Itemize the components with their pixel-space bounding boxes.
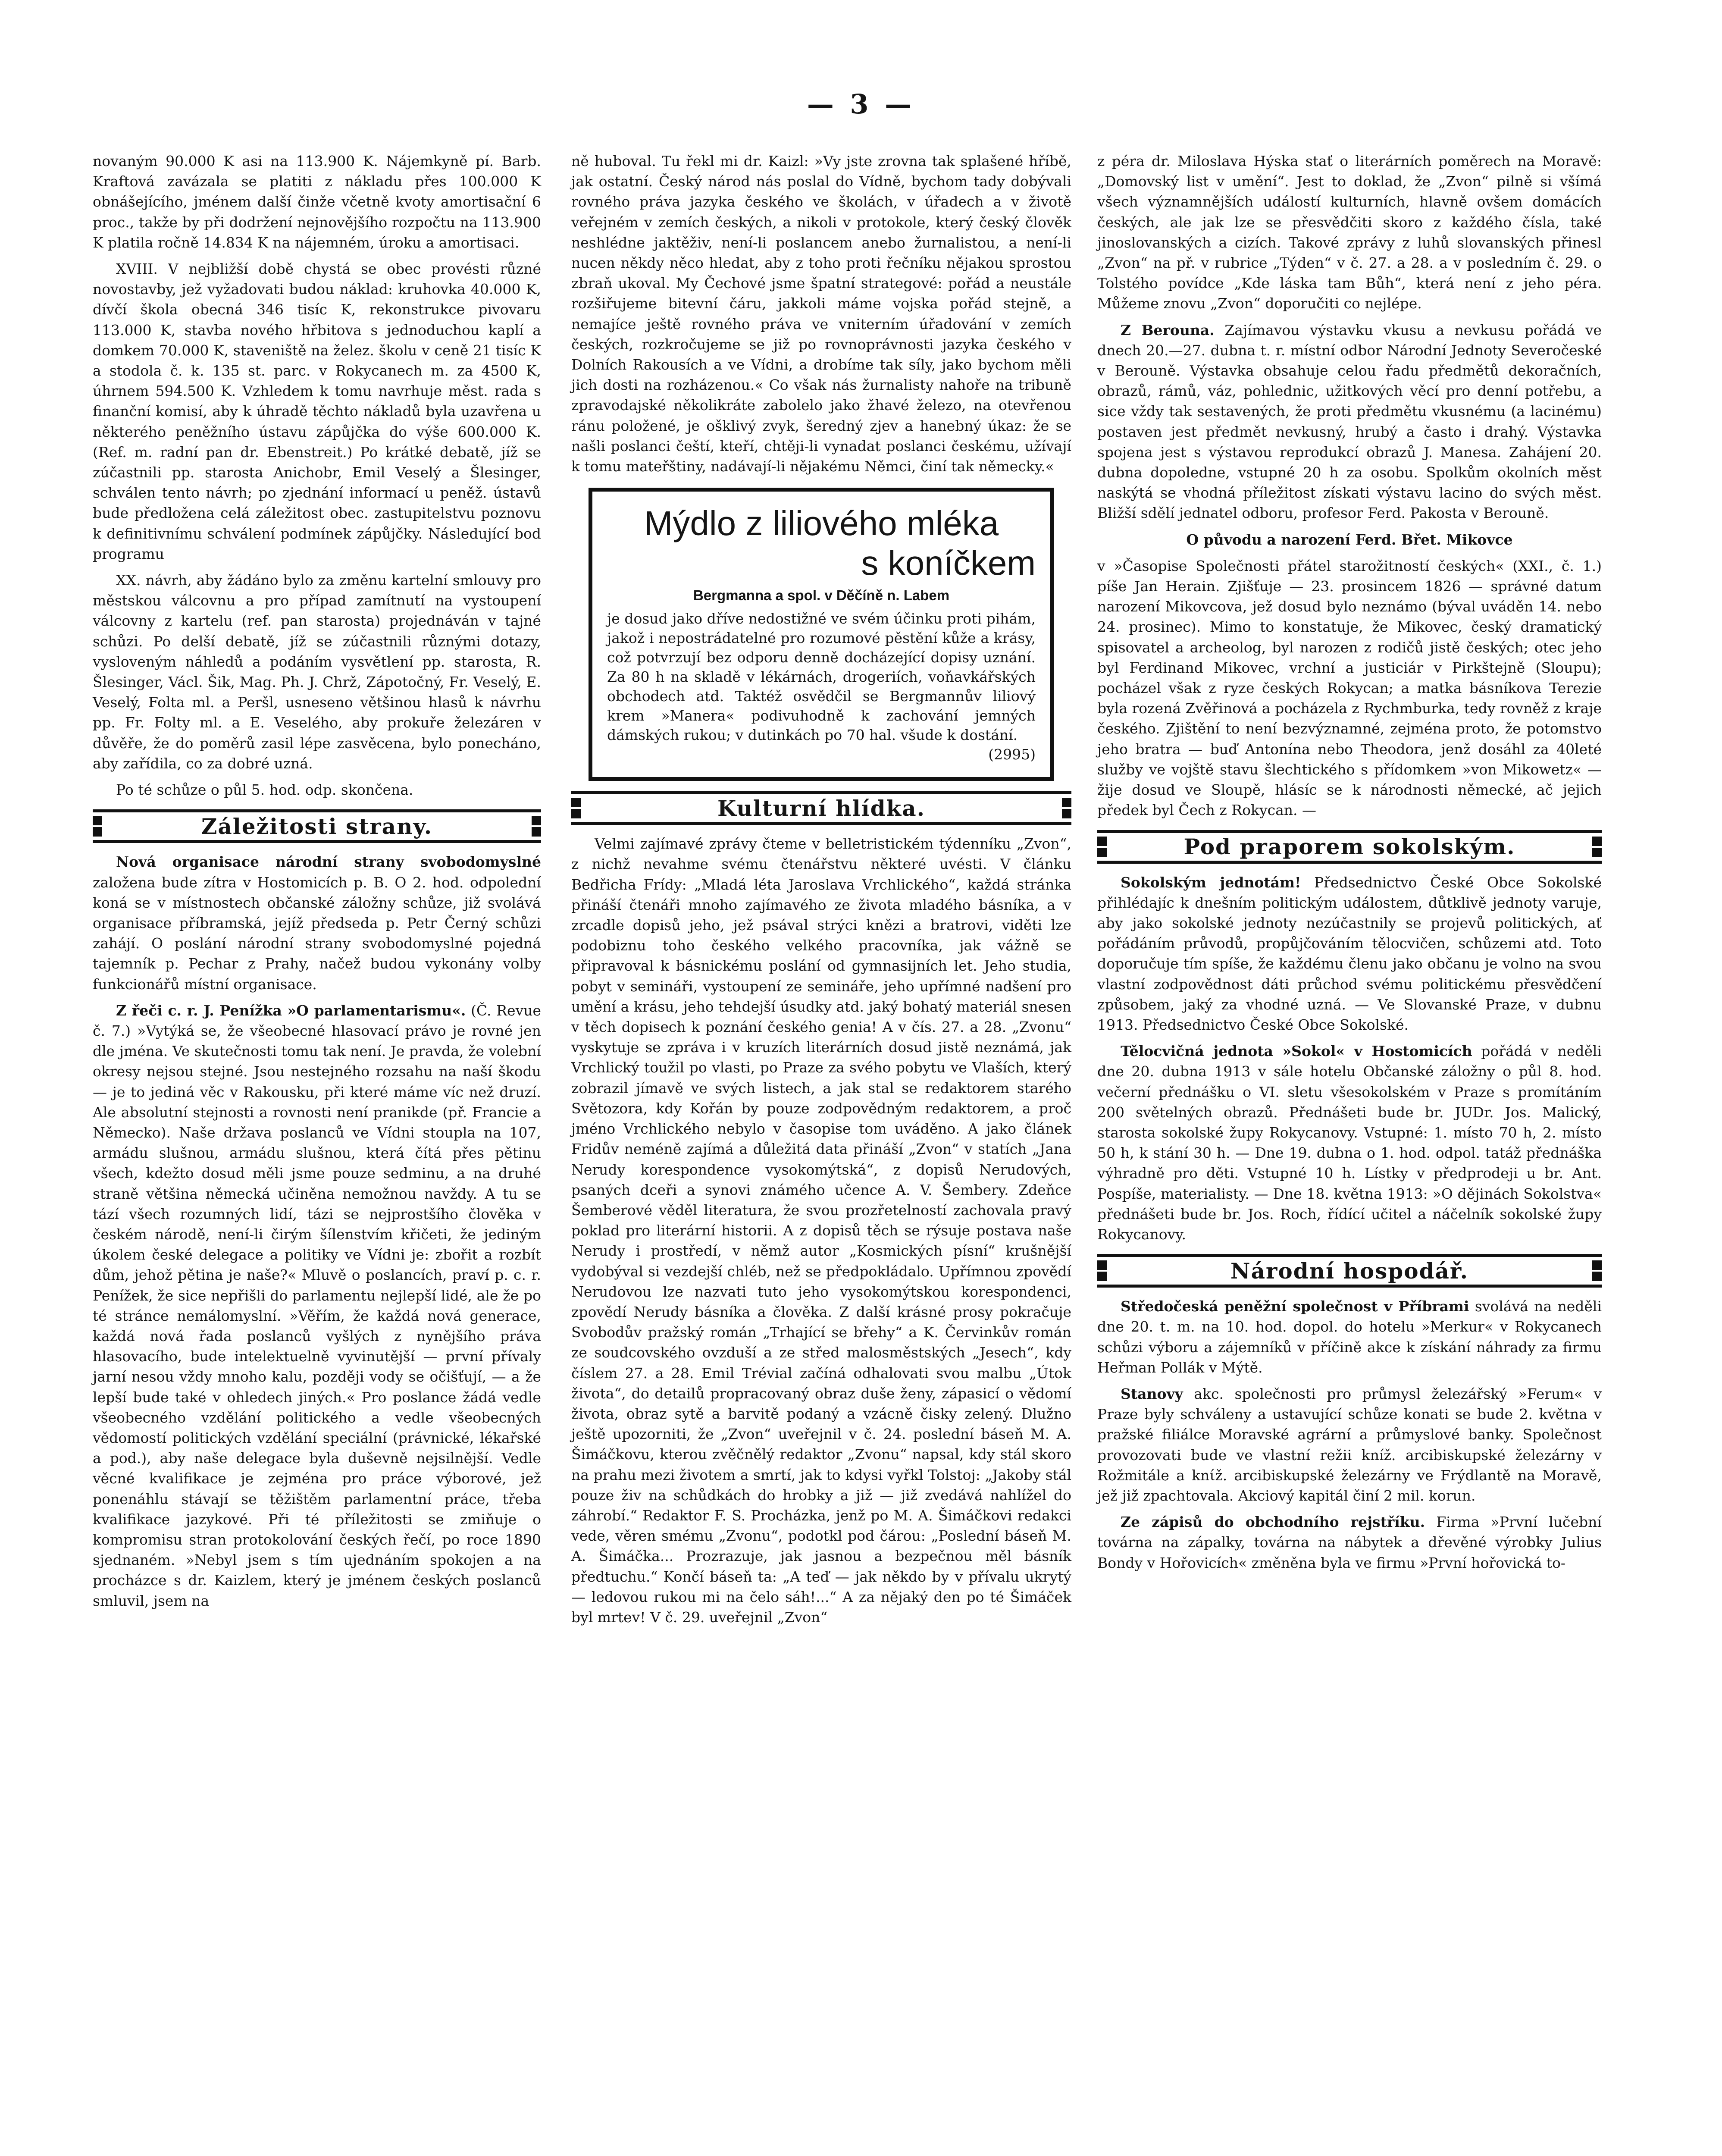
section-title: Pod praporem sokolským. bbox=[1183, 834, 1515, 859]
article-lead: Středočeská peněžní společnost v Příbrami bbox=[1121, 1298, 1469, 1315]
article-lead: Nová organisace národní strany svobodomyslné bbox=[116, 853, 541, 871]
section-title: Kulturní hlídka. bbox=[717, 795, 925, 821]
article-paragraph-xviii: XVIII. V nejbližší době chystá se obec provésti různé novostavby, jež vyžadovati budou náklad: kruhovka 40.000 K, dívčí škola obecná 346 tisíc K, rekonstrukce pivovaru 113.000 K, stavba nového hřbitova s jednoduchou kaplí a domkem 70.000 K, staveniště na želez. školu v ceně 21 tisíc K a stodola č. k. 135 st. parc. v Rokycanech m. za 4500 K, úhrnem 594.500 K. Vzhledem k tomu navrhuje měst. rada s finanční komisí, aby k úhradě těchto nákladů byla uzavřena u některého peněžního ústavu zápůjčka do výše 600.000 K. (Ref. m. radní pan dr. Ebenstreit.) Po krátké debatě, jíž se zúčastnili pp. starosta Anichobr, Emil Veselý a Šlesinger, schválen tento návrh; po zjednání informací u peněž. ústavů bude předložena celá záležitost obec. zastupitelstvu poznovu k definitivnímu schválení podmínek zápůjčky. Následující bod programu bbox=[93, 260, 541, 562]
article-sokol-units bbox=[1097, 872, 1602, 1035]
section-title: Národní hospodář. bbox=[1230, 1258, 1469, 1284]
article-lead: Sokolským jednotám! bbox=[1121, 874, 1301, 891]
article-sokol-hostomice bbox=[1097, 1041, 1602, 1244]
section-header-sokol bbox=[1097, 830, 1602, 864]
article-body: pořádá v neděli dne 20. dubna 1913 v sále hotelu Občanské záložny o půl 8. hod. večerní přednášku o VI. sletu všesokolském v Praze s promítáním 200 světelných obrazů. Přednášeti bude br. JUDr. Jos. Malický, starosta sokolské župy Rokycanovy. Vstupné: 1. místo 70 h, 2. místo 50 h, k stání 30 h. — Dne 19. dubna o 1. hod. odpol. tatáž přednáška výhradně pro děti. Vstupné 10 h. Lístky v předprodeji u br. Ant. Pospíše, materialisty. — Dne 18. května 1913: »O dějinách Sokolstva« přednášeti bude br. Jos. Roch, řídící učitel a náčelník sokolské župy Rokycanovy. bbox=[1097, 1043, 1602, 1243]
article-body: založena bude zítra v Hostomicích p. B. O 2. hod. odpolední koná se v místnostech občanské záložny schůze, již svolává organisace příbramská, jejíž předseda p. Petr Černý schůzi zahájí. O poslání národní strany svobodomyslné pojedná tajemník p. Pechar z Prahy, načež budou vykonány volby funkcionářů místní organisace. bbox=[93, 874, 541, 993]
advertisement-soap bbox=[589, 488, 1054, 781]
article-lead: Z Berouna. bbox=[1121, 321, 1215, 338]
section-header-culture bbox=[571, 791, 1071, 825]
article-paragraph-xx: XX. návrh, aby žádáno bylo za změnu kartelní smlouvy pro městskou válcovnu a pro případ zamítnutí na vystoupení válcovny z kartelu (ref. pan starosta) projednáván v tajné schůzi. Po delší debatě, jíž se zúčastnili různými dotazy, vysloveným náhledů a podáním vysvětlení pp. starosta, R. Šlesinger, Václ. Šik, Mag. Ph. J. Chrž, Zápotočný, Fr. Veselý, E. Veselý, Folta ml. a Peršl, usneseno většinou hlasů k návrhu pp. Fr. Folty ml. a E. Veselého, aby prokuře železáren v důvěře, že do poměrů zasil lépe zasvěcena, bylo ponecháno, aby zařídila, co za dobré uzná. bbox=[93, 572, 541, 772]
article-lead: Ze zápisů do obchodního rejstříku. bbox=[1121, 1514, 1425, 1531]
article-lead: Tělocvičná jednota »Sokol« v Hostomicích bbox=[1121, 1043, 1472, 1060]
article-continued-text: z péra dr. Miloslava Hýska stať o literárních poměrech na Moravě: „Domovský list v umění“. Jest to doklad, že „Zvon“ pilně si všímá všech významnějších událostí kulturních, hlavně ovšem domácích českých, ale jak lze se přesvědčiti skoro z každého čísla, také jinoslovanských a cizích. Takové zprávy z luhů slovanských přinesl „Zvon“ na př. v rubrice „Týden“ v č. 27. a 28. a v posledním č. 29. o Tolstého povídce „Kde láska tam Bůh“, která není z jeho péra. Můžeme znovu „Zvon“ doporučiti co nejlépe. bbox=[1097, 153, 1602, 312]
article-body: (Č. Revue č. 7.) »Vytýká se, že všeobecné hlasovací právo je rovné jen dle jména. Ve skutečnosti tomu tak není. Je pravda, že volební okresy nejsou stejné. Jsou nestejného rozsahu na naší škodu — je to jediná věc v Rakousku, při které máme víc než druzí. Ale absolutní stejnosti a rovnosti není pranikde (př. Francie a Německo). Naše država poslanců ve Vídni stoupla na 107, armádu slušnou, armádu slušnou, která čítá přes pětinu všech, kdežto dosud měli jsme pouze sedminu, a na druhé straně většina německá učiněna nemožnou navždy. A tu se tází všech rozumných lidí, tázi se nejprostšího člověka v českém národě, není-li čirým šílenstvím křičeti, že jediným úkolem české delegace a politiky ve Vídni je: zbořit a rozbít dům, jehož pětina je naše?« Mluvě o poslancích, praví p. c. r. Penížek, že sice nepřišli do parlamentu nejlepší lidé, ale že po té stránce nemálomyslní. »Věřím, že každá nová generace, každá nová řada poslanců vyšlých z nynějšího práva hlasovacího, bude intelektuelně vyvinutější — první přívaly jarní nesou vždy mnoho kalu, později vody se očišťují, — a že lepší bude také v ohledech jiných.« Pro poslance žádá vedle všeobecného vzdělání politického a vedle všeobecných vědomostí politických vzdělání speciální (právnické, lékařské a pod.), aby naše delegace byla duševně nejsilnější. Vedle věcné kvalifikace je zejména pro práce výborové, jež ponenáhlu stávají se těžištěm parlamentní práce, třeba kvalifikace jazykové. Při té příležitosti se zmiňuje o kompromisu stran protokolování českých řečí, po roce 1890 sjednaném. »Nebyl jsem s tím ujednáním spokojen a na procházce s dr. Kaizlem, který je jménem českých poslanců smluvil, jsem na bbox=[93, 1002, 542, 1609]
article-pribram-society bbox=[1097, 1296, 1602, 1378]
article-body: Firma »První lučební továrna na zápalky, továrna na nábytek a dřevěné výrobky Julius Bondy v Hořovicích« změněna byla ve firmu »První hořovická to- bbox=[1097, 1514, 1602, 1571]
ad-body: je dosud jako dříve nedostižné ve svém účinku proti pihám, jakož i nepostrádatelné pro rozumové pěstění kůže a krásy, což potvrzují bez odporu denně docházející dopisy uznání. Za 80 h na skladě v lékárnách, drogeriích, voňavkářských obchodech atd. Taktéž osvědčil se Bergmannův liliový krem »Manera« podivuhodně k zachování jemných dámských rukou; v dutinkách po 70 hal. všude k dostání. bbox=[607, 610, 1036, 744]
article-lead: Stanovy bbox=[1121, 1385, 1183, 1402]
article-body: svolává na neděli dne 20. t. m. na 10. hod. dopol. do hotelu »Merkur« v Rokycanech schůzi výboru a zájemníků v příčině akce k získání náhrady za firmu Heřman Pollák v Mýtě. bbox=[1097, 1298, 1602, 1376]
ad-title: Mýdlo z liliového mléka bbox=[644, 504, 999, 543]
column-right bbox=[1097, 151, 1602, 1579]
column-middle bbox=[571, 151, 1071, 1633]
article-lead: Z řeči c. r. J. Penížka »O parlamentarismu«. bbox=[116, 1002, 466, 1019]
section-header-economy bbox=[1097, 1254, 1602, 1288]
page-number: — 3 — bbox=[807, 88, 915, 120]
article-closing-line: Po té schůze o půl 5. hod. odp. skončena. bbox=[116, 781, 413, 799]
article-continued-text: novaným 90.000 K asi na 113.900 K. Nájemkyně pí. Barb. Kraftová zavázala se platiti z nákladu přes 100.000 K obnášejícího, jménem další činže včetně kvoty amortisační 6 proc., takže by při dodržení nejnovějšího rozpočtu na 113.900 K platila ročně 14.834 K na nájemném, úroku a amortisaci. bbox=[93, 153, 541, 251]
column-left bbox=[93, 151, 541, 1617]
article-body: akc. společnosti pro průmysl železářský »Ferum« v Praze byly schváleny a ustavující schůze konati se bude 2. května v pražské filiálce Moravské agrární a průmyslové banky. Společnost provozovati bude ve vlastní režii kníž. arcibiskupské železárny v Rožmitále a knίž. arcibiskupské železárny ve Frýdlantě na Moravě, jež již zpachtovala. Akciový kapitál činí 2 mil. korun. bbox=[1097, 1385, 1602, 1504]
ad-maker: Bergmanna a spol. v Děčíně n. Labem bbox=[693, 587, 950, 604]
article-penizek-speech bbox=[93, 1000, 541, 1611]
ad-subtitle: s koníčkem bbox=[861, 544, 1036, 583]
article-beroun bbox=[1097, 320, 1602, 523]
article-body: Předsednictvo České Obce Sokolské přihlédajíc k dnešním politickým událostem, důtklivě jednoty varuje, aby jako sokolské jednoty nezúčastnily se projevů politických, ať pořádáním průvodů, propůjčováním tělocvičen, schůzemi atd. Toto doporučuje tím spíše, že každému členu jako občanu je volno na svou vlastní zodpovědnost dáti průchod svému politickému přesvědčení způsobem, jaký za vhodné uzná. — Ve Slovanské Praze, v dubnu 1913. Předsednictvo České Obce Sokolské. bbox=[1097, 874, 1602, 1033]
article-ferum bbox=[1097, 1384, 1602, 1506]
article-mikovec-heading: O původu a narození Ferd. Břet. Mikovce bbox=[1186, 531, 1513, 548]
article-continued-text: ně huboval. Tu řekl mi dr. Kaizl: »Vy jste zrovna tak splašené hříbě, jak ostatní. Český národ nás poslal do Vídně, bychom tady dobývali rovného práva jazyka českého ve školách, v úřadech a v životě veřejném v zemích českých, a nikoli v protokole, který český člověk neshlédne jaktěživ, není-li poslancem anebo žurnalistou, a není-li nucen někdy něco hledat, aby z toho proti řečníku nějakou sprostou zbraň ukoval. My Čechové jsme špatní strategové: pořád a neustále rozšiřujeme bitevní čáru, jakkoli máme vojska pořád stejně, a nemajíce ještě rovného práva ve vniterním úřadování v zemích českých, rozkročujeme se již po rovnoprávnosti jazyka českého v Dolních Rakousích a ve Vídni, a drobíme tak síly, jako bychom měli jich dosti na rozházenou.« Co však nás žurnalisty nahoře na tribuně zpravodajské několikráte zabolelo jako žhavé železo, na otevřenou ránu položené, je ošklivý zvyk, šeredný zjev a hanebný úkaz: že se našli poslanci čeští, kteří, chtěji-li vynadat poslanci českému, užívají k tomu mateřštiny, nadávají-li nějakému Němci, činí tak německy.« bbox=[571, 153, 1071, 475]
section-header-party-affairs bbox=[93, 809, 541, 843]
article-body: Zajímavou výstavku vkusu a nevkusu pořádá ve dnech 20.—27. dubna t. r. místní odbor Národní Jednoty Severočeské v Berouně. Výstavka obsahuje celou řadu předmětů dekoračních, obrazů, rámů, váz, pohlednic, užitkových věcí pro denní potřebu, a sice vždy tak sestavených, že proti předmětu vkusnému (a lacinému) postaven jest předmět nevkusný, hrubý a často i drahý. Výstavka spojena jest s výstavou reprodukcí obrazů J. Manesa. Zahájení 20. dubna dopoledne, vstupné 20 h za osobu. Spolkům okolních měst naskýtá se vhodná příležitost získati výstavu lacino do svých měst. Bližší sdělí jednatel odboru, profesor Ferd. Pakosta v Berouně. bbox=[1097, 321, 1602, 522]
article-new-organisation bbox=[93, 852, 541, 994]
ad-code: (2995) bbox=[988, 746, 1036, 763]
article-mikovec: v »Časopise Společnosti přátel starožitností českých« (XXI., č. 1.) píše Jan Herain. Zjišťuje — 23. prosincem 1826 — správné datum narození Mikovcova, jež dosud bylo neznámo (býval uváděn 14. nebo 24. prosinec). Mimo to konstatuje, že Mikovec, český dramatický spisovatel a archeolog, byl narozen z rodičů jistě českých; otec jeho byl Ferdinand Mikovec, vrchní a justiciár v Pirkštejně (Sloupu); pocházel však z ryze českých Rokycan; a matka básníkova Terezie byla rozená Zvěřinová a pocházela z Rychmburka, tedy rovněž z kraje českého. Zjištění to není bezvýznamné, zejména proto, že potomstvo jeho bratra — buď Antonína nebo Theodora, jenž dosáhl za 40leté služby ve vojště stavu šlechtického s přídomkem »von Mikowetz« — žije dosud ve Sloupě, hlásíc se k národnosti německé, ač jejich předek byl Čech z Rokycan. — bbox=[1097, 557, 1602, 819]
section-title: Záležitosti strany. bbox=[201, 813, 433, 839]
article-zvon: Velmi zajímavé zprávy čteme v belletristickém týdenníku „Zvon“, z nichž nevahme svému čtenářstvu některé uvésti. V článku Bedřicha Frídy: „Mladá léta Jaroslava Vrchlického“, každá stránka přináší čtenáři mnoho zajímavého ze života mladého básníka, a v zrcadle dopisů jeho, jež psával strýci knězi a bratrovi, viděti lze podobiznu toho českého velkého pracovníka, jak vážně se připravoval k básnickému poslání od gymnasijních let. Jeho studia, pobyt v semináři, vystoupení ze semináře, jeho upřímné nadšení pro umění a krásu, jeho tehdejší úsudky atd. jaký bohatý materiál snesen v těch dopisech k poznání českého genia! A v čís. 27. a 28. „Zvonu“ vyskytuje se zpráva i v kruzích literárních dosud jistě neznámá, jak Vrchlický toužil po vlasti, po Praze za svého pobytu ve Vlaších, který zobrazil jímavě ve svých listech, a jak stal se redaktorem starého Světozora, kdy Kořán by pouze zodpovědným redaktorem, a proč jméno Vrchlického nebylo v časopise tom uváděno. A jako článek Fridův neméně zajímá a důležitá data přináší „Zvon“ v statích „Jana Nerudy korespondence vysokomýtská“, z dopisů Nerudových, psaných dceři a synovi známého učence A. V. Šembery. Zdeňce Šemberové věděl literatura, že svou prozřetelností zachovala pravý poklad pro literární historii. A z dopisů těch se rýsuje postava naše Nerudy i prostředí, v němž autor „Kosmických písní“ krušnější vydobýval si vezdejší chléb, než se předpokládalo. Upřímnou zpovědí Nerudovou lze nazvati tuto jeho vysokomýtskou korespondenci, zpovědí Nerudy básníka a člověka. Z další krásné prosy pokračuje Svobodův pražský román „Trhající se břehy“ a K. Červinkův román ze soudcovského ovzduší a ze střed malosměstských „Jesech“, kdy číslem 27. a 28. Emil Trévial začíná odhalovati svou malbu „Útok života“, do detailů propracovaný obraz duše ženy, zápasicí o vědomí života, obraz sytě a barvitě podaný a vzácně čisky zelený. Dlužno ještě upozorniti, že „Zvon“ uveřejnil v č. 24. poslední báseň M. A. Šimáčkovu, kterou zvěčnělý redaktor „Zvonu“ napsal, kdy stál skoro na prahu mezi životem a smrtí, jak to kdysi vyřkl Tolstoj: „Jakoby stál pouze živ na schůdkách do hrobky a již — již zvedává nahlížel do záhrobí.“ Redaktor F. S. Procházka, jenž po M. A. Šimáčkovi redakci vede, věren smému „Zvonu“, podotkl pod čárou: „Poslední báseň M. A. Šimáčka... Prozrazuje, jak jasnou a bezpečnou měl básník předtuchu.“ Končí báseň ta: „A teď — jak někdo by v přívalu ukrytý — ledovou rukou mi na čelo sáh!...“ A za nějaký den po té Šimáček byl mrtev! V č. 29. uveřejnil „Zvon“ bbox=[571, 835, 1071, 1626]
article-trade-register bbox=[1097, 1512, 1602, 1573]
